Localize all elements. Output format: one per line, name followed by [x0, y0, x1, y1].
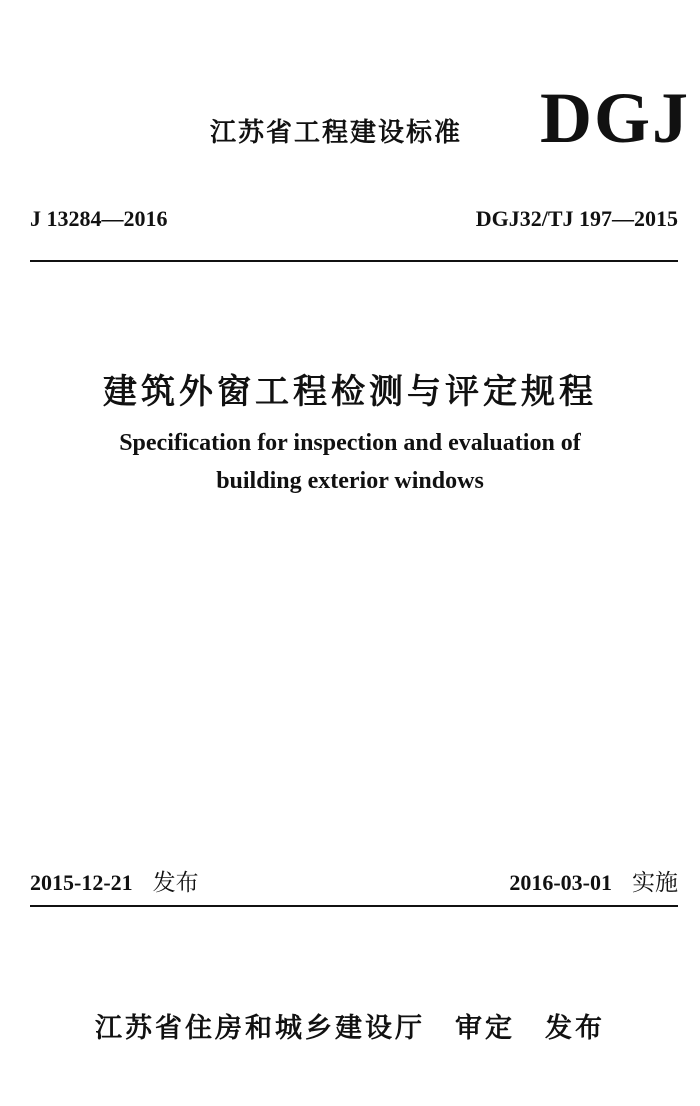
publish-label: 发布	[545, 1013, 605, 1044]
issuing-authority: 江苏省住房和城乡建设厅	[95, 1013, 425, 1044]
record-number: J 13284—2016	[30, 206, 168, 231]
title-english-line-2: building exterior windows	[216, 468, 484, 494]
issue-date-block	[30, 864, 199, 897]
effective-date: 2016-03-01	[509, 870, 612, 895]
dgj-logo: DGJ	[540, 78, 690, 158]
approve-label: 审定	[455, 1013, 515, 1044]
issue-label: 发布	[152, 870, 199, 896]
title-chinese: 建筑外窗工程检测与评定规程	[103, 372, 597, 412]
issuer-line	[0, 1006, 700, 1045]
standard-series-name: 江苏省工程建设标准	[210, 118, 463, 148]
effective-label: 实施	[632, 870, 678, 896]
title-english	[0, 424, 700, 500]
standard-number: DGJ32/TJ 197—2015	[475, 206, 678, 231]
bottom-divider	[30, 905, 678, 907]
title-english-line-1: Specification for inspection and evaluation of	[119, 430, 581, 456]
top-divider	[30, 260, 678, 262]
issue-date: 2015-12-21	[30, 870, 133, 895]
effective-date-block	[509, 864, 678, 897]
